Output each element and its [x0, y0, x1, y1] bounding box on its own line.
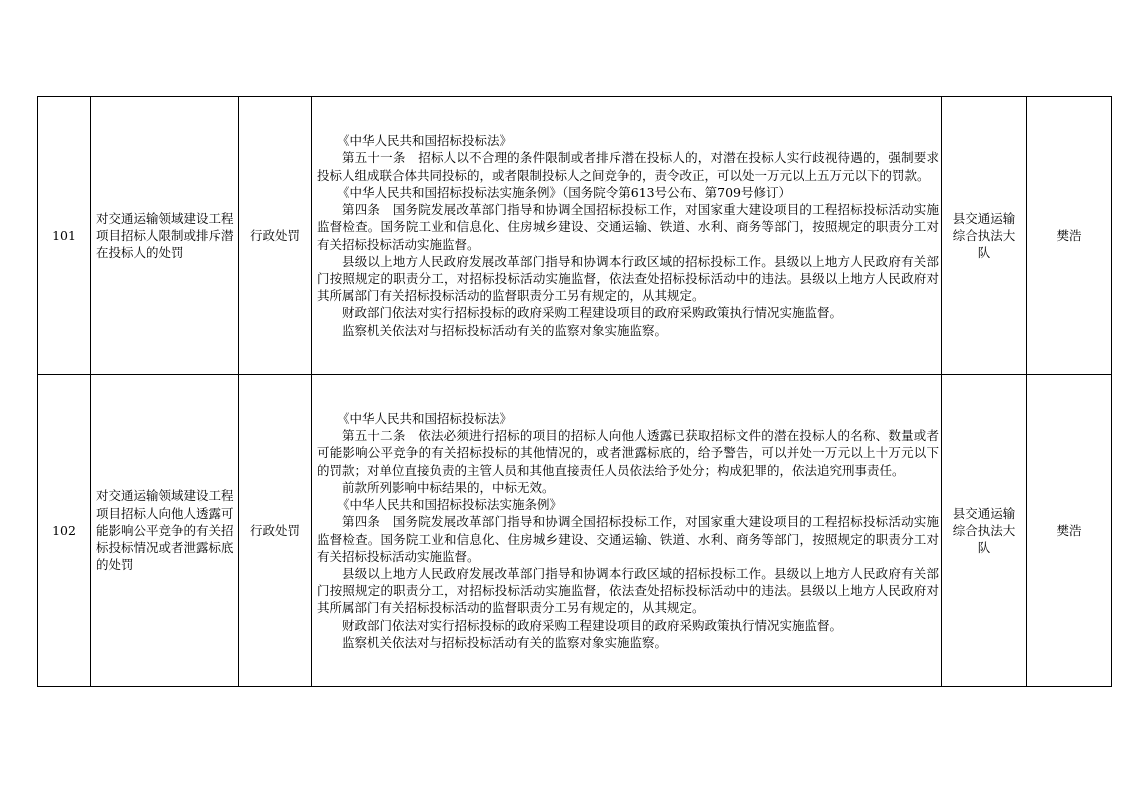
- basis-paragraph: 财政部门依法对实行招标投标的政府采购工程建设项目的政府采购政策执行情况实施监督。: [342, 305, 843, 321]
- enforcement-items-table: [37, 96, 1112, 687]
- basis-paragraph: 第四条 国务院发展改革部门指导和协调全国招标投标工作，对国家重大建设项目的工程招标投标活动实施监督检查。国务院工业和信息化、住房城乡建设、交通运输、铁道、水利、商务等部门，按照规定的职责分工对有关招标投标活动实施监督。: [317, 202, 939, 252]
- item-type: 行政处罚: [239, 97, 312, 375]
- law-title: 《中华人民共和国招标投标法》: [337, 133, 513, 149]
- basis-paragraph: 县级以上地方人民政府发展改革部门指导和协调本行政区域的招标投标工作。县级以上地方人民政府有关部门按照规定的职责分工，对招标投标活动实施监督，依法查处招标投标活动中的违法。县级以上地方人民政府对其所属部门有关招标投标活动的监督职责分工另有规定的，从其规定。: [317, 253, 939, 304]
- basis-paragraph: 第五十二条 依法必须进行招标的项目的招标人向他人透露已获取招标文件的潜在投标人的名称、数量或者可能影响公平竞争的有关招标投标的其他情况的，或者泄露标底的，给予警告，可以并处一万元以上十万元以下的罚款；对单位直接负责的主管人员和其他直接责任人员依法给予处分；构成犯罪的，依法追究刑事责任。: [317, 428, 939, 478]
- item-name: 对交通运输领域建设工程项目招标人限制或排斥潜在投标人的处罚: [91, 97, 239, 375]
- responsible-person: 樊浩: [1027, 97, 1112, 375]
- legal-basis: [312, 375, 942, 687]
- item-name: 对交通运输领域建设工程项目招标人向他人透露可能影响公平竞争的有关招标投标情况或者泄露标底的处罚: [91, 375, 239, 687]
- legal-basis: [312, 97, 942, 375]
- table-row: [38, 97, 1112, 375]
- basis-paragraph: 第五十一条 招标人以不合理的条件限制或者排斥潜在投标人的，对潜在投标人实行歧视待遇的，强制要求投标人组成联合体共同投标的，或者限制投标人之间竞争的，责令改正，可以处一万元以上五万元以下的罚款。: [317, 150, 939, 183]
- item-number: 101: [38, 97, 91, 375]
- item-number: 102: [38, 375, 91, 687]
- basis-paragraph: 财政部门依法对实行招标投标的政府采购工程建设项目的政府采购政策执行情况实施监督。: [342, 617, 843, 633]
- basis-paragraph: 前款所列影响中标结果的，中标无效。: [342, 479, 555, 495]
- item-type: 行政处罚: [239, 375, 312, 687]
- basis-paragraph: 第四条 国务院发展改革部门指导和协调全国招标投标工作，对国家重大建设项目的工程招标投标活动实施监督检查。国务院工业和信息化、住房城乡建设、交通运输、铁道、水利、商务等部门，按照规定的职责分工对有关招标投标活动实施监督。: [317, 514, 939, 564]
- law-title: 《中华人民共和国招标投标法实施条例》: [337, 497, 563, 513]
- basis-paragraph: 监察机关依法对与招标投标活动有关的监察对象实施监察。: [342, 634, 668, 650]
- basis-paragraph: 县级以上地方人民政府发展改革部门指导和协调本行政区域的招标投标工作。县级以上地方人民政府有关部门按照规定的职责分工，对招标投标活动实施监督，依法查处招标投标活动中的违法。县级以上地方人民政府对其所属部门有关招标投标活动的监督职责分工另有规定的，从其规定。: [317, 565, 939, 616]
- responsible-person: 樊浩: [1027, 375, 1112, 687]
- law-title: 《中华人民共和国招标投标法》: [337, 411, 513, 427]
- responsible-department: 县交通运输综合执法大队: [942, 97, 1027, 375]
- basis-paragraph: 监察机关依法对与招标投标活动有关的监察对象实施监察。: [342, 322, 668, 338]
- responsible-department: 县交通运输综合执法大队: [942, 375, 1027, 687]
- law-title: 《中华人民共和国招标投标法实施条例》（国务院令第613号公布、第709号修订）: [337, 184, 791, 200]
- table-row: [38, 375, 1112, 687]
